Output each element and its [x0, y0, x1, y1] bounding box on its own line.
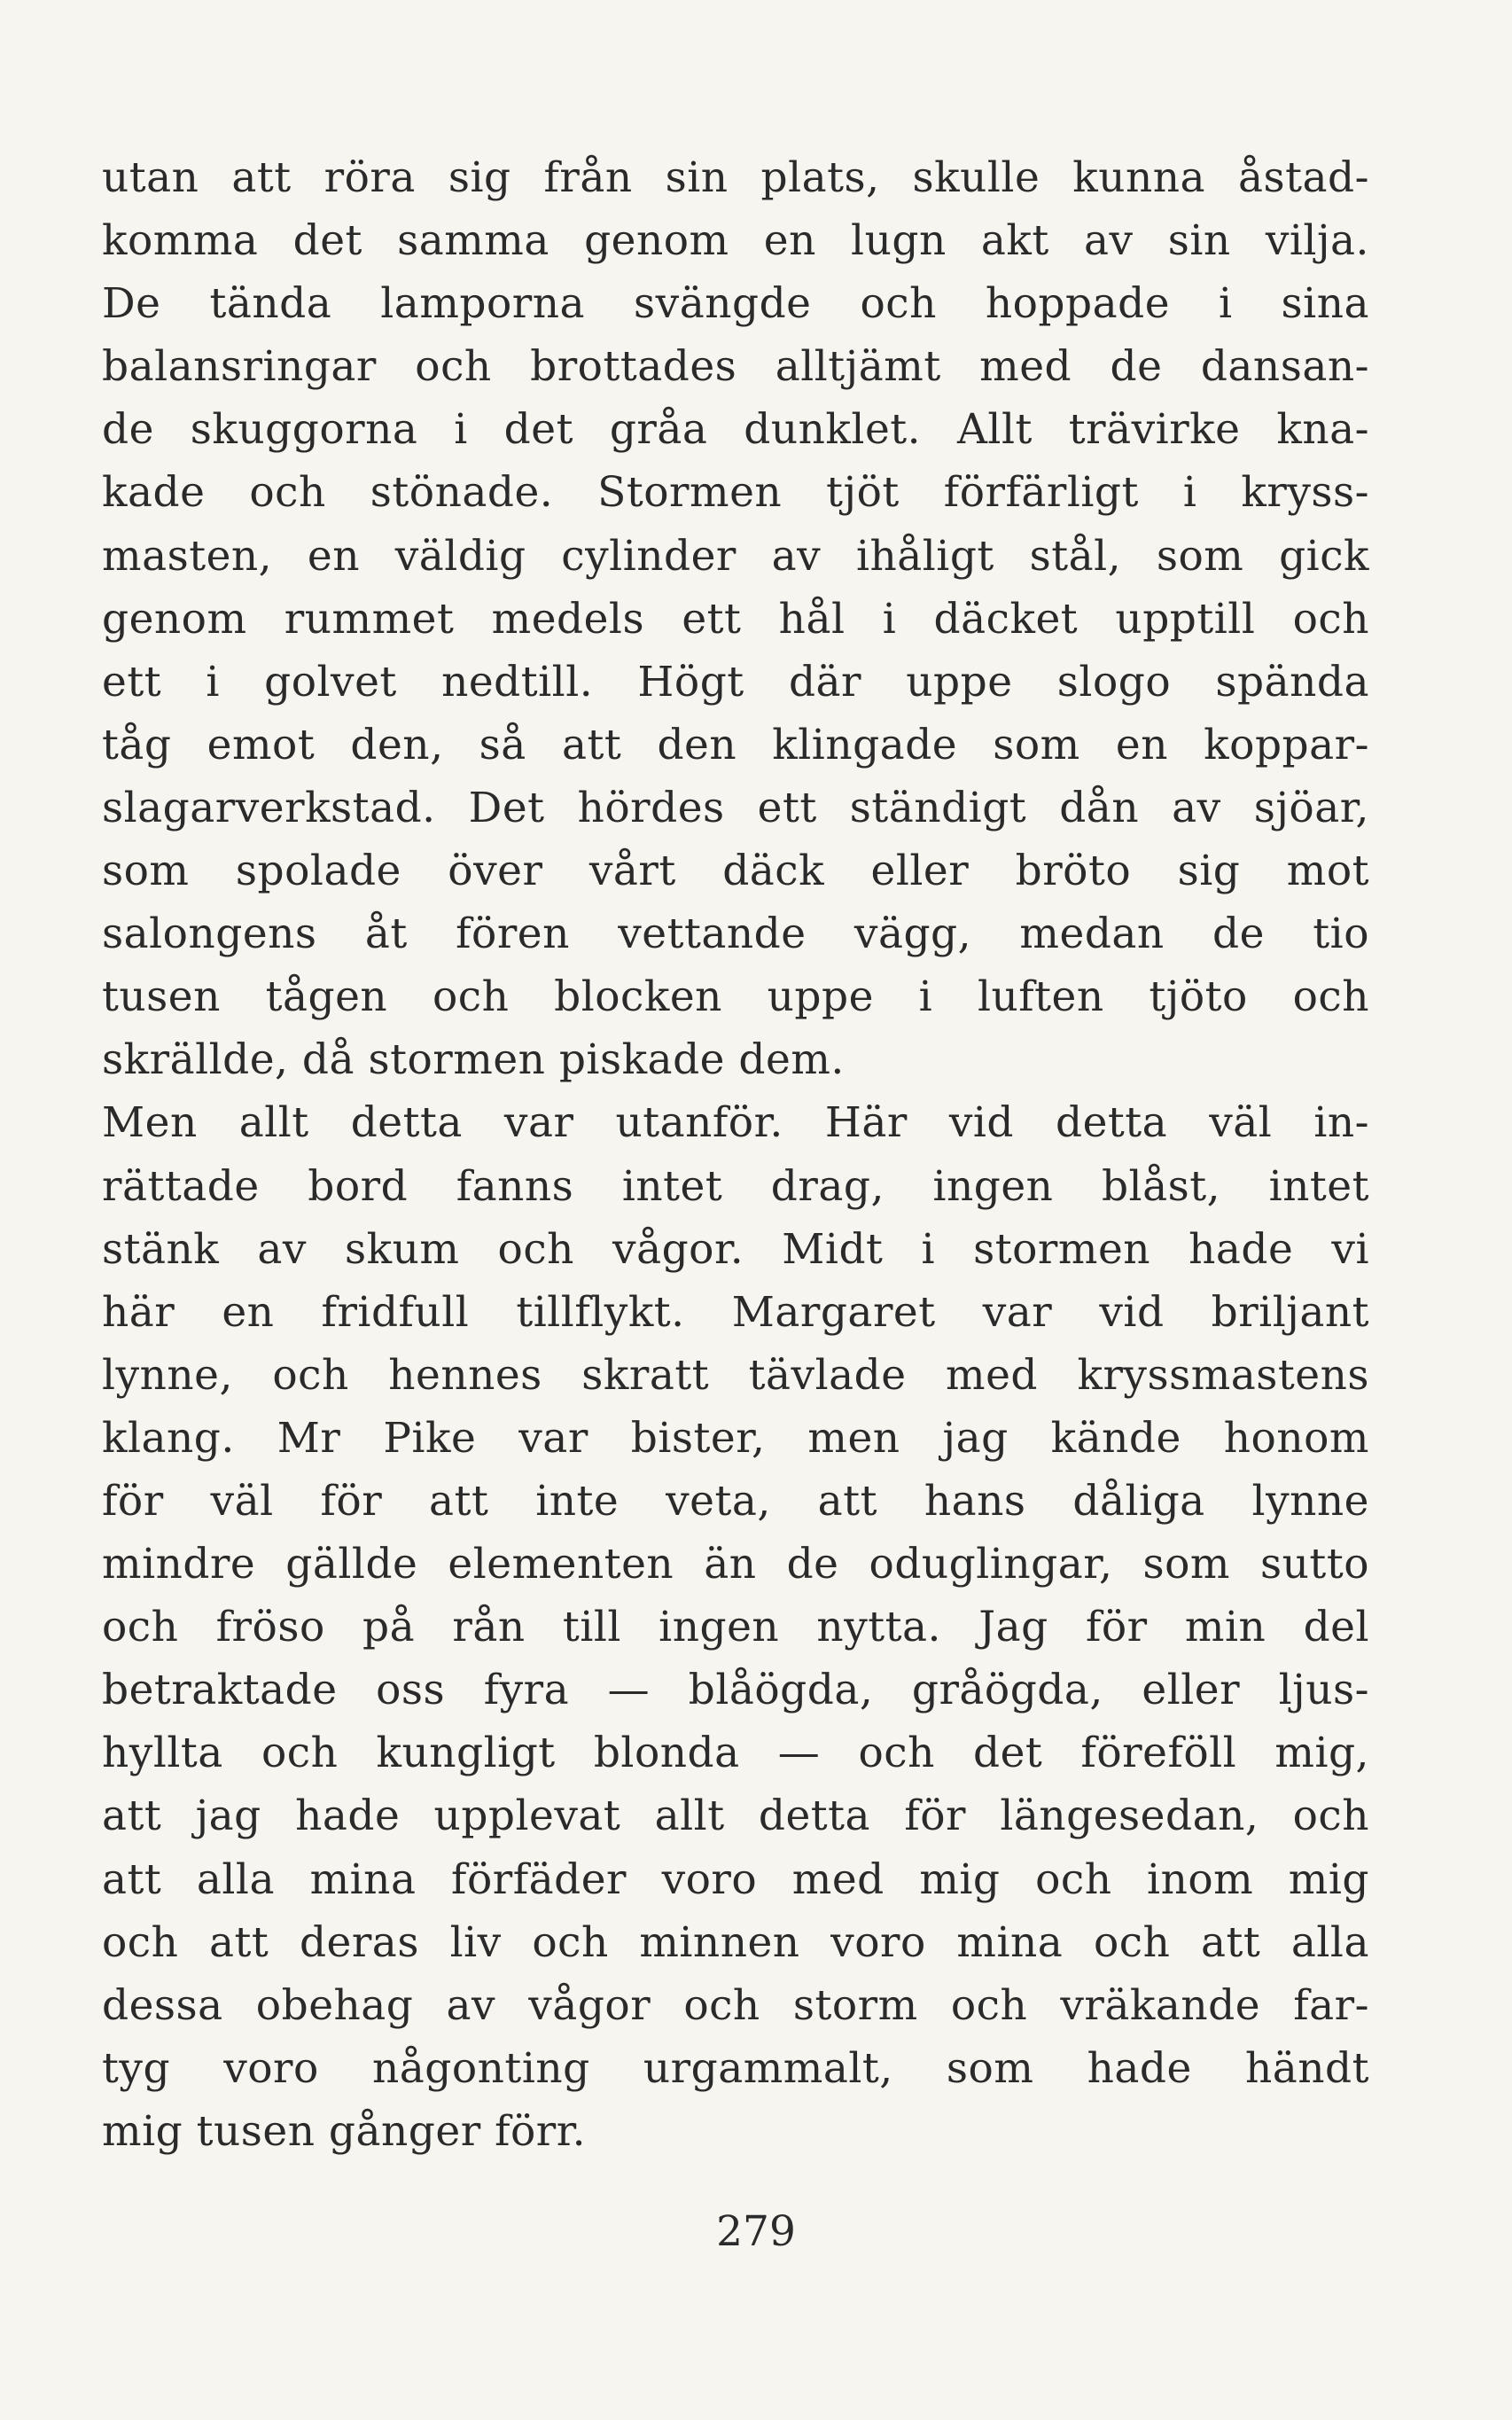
text-line: dessa obehag av vågor och storm och vräkande far-	[102, 1980, 1369, 2030]
text-line: mindre gällde elementen än de oduglingar, som sutto	[102, 1540, 1369, 1589]
text-line: lynne, och hennes skratt tävlade med kryssmastens	[102, 1350, 1369, 1400]
text-line: komma det samma genom en lugn akt av sin vilja.	[102, 216, 1369, 266]
text-line: tåg emot den, så att den klingade som en koppar-	[102, 720, 1369, 769]
text-line: att jag hade upplevat allt detta för längesedan, och	[102, 1792, 1369, 1841]
text-line: utan att röra sig från sin plats, skulle kunna åstad-	[102, 153, 1369, 202]
text-line: skrällde, då stormen piskade dem.	[102, 1035, 845, 1085]
text-line: De tända lamporna svängde och hoppade i sina	[102, 279, 1369, 329]
text-line: masten, en väldig cylinder av ihåligt stål, som gick	[102, 531, 1369, 581]
body-text	[102, 146, 1369, 2163]
text-line: stänk av skum och vågor. Midt i stormen hade vi	[102, 1224, 1369, 1274]
text-line: som spolade över vårt däck eller bröto sig mot	[102, 847, 1369, 896]
text-line: mig tusen gånger förr.	[102, 2106, 587, 2156]
text-line: och att deras liv och minnen voro mina och att alla	[102, 1917, 1369, 1967]
text-line: hyllta och kungligt blonda — och det föreföll mig,	[102, 1729, 1369, 1778]
text-line: betraktade oss fyra — blåögda, gråögda, eller ljus-	[102, 1666, 1369, 1715]
text-line: kade och stönade. Stormen tjöt förfärligt i kryss-	[102, 468, 1369, 518]
text-line: tusen tågen och blocken uppe i luften tjöto och	[102, 972, 1369, 1022]
text-line: genom rummet medels ett hål i däcket upptill och	[102, 594, 1369, 644]
text-line: balansringar och brottades alltjämt med de dansan-	[102, 342, 1369, 392]
text-line: att alla mina förfäder voro med mig och inom mig	[102, 1854, 1369, 1904]
text-line: för väl för att inte veta, att hans dåliga lynne	[102, 1476, 1369, 1526]
page-number: 279	[716, 2207, 796, 2256]
text-line: slagarverkstad. Det hördes ett ständigt dån av sjöar,	[102, 783, 1369, 832]
text-line: de skuggorna i det gråa dunklet. Allt trävirke kna-	[102, 405, 1369, 455]
text-line: salongens åt fören vettande vägg, medan de tio	[102, 909, 1369, 959]
text-line: här en fridfull tillflykt. Margaret var vid briljant	[102, 1287, 1369, 1337]
text-line: Men allt detta var utanför. Här vid detta väl in-	[102, 1098, 1369, 1148]
text-line: klang. Mr Pike var bister, men jag kände honom	[102, 1413, 1369, 1463]
text-line: ett i golvet nedtill. Högt där uppe slogo spända	[102, 657, 1369, 706]
text-line: och fröso på rån till ingen nytta. Jag för min del	[102, 1603, 1369, 1652]
text-line: rättade bord fanns intet drag, ingen blåst, intet	[102, 1161, 1369, 1211]
text-line: tyg voro någonting urgammalt, som hade händt	[102, 2043, 1369, 2093]
